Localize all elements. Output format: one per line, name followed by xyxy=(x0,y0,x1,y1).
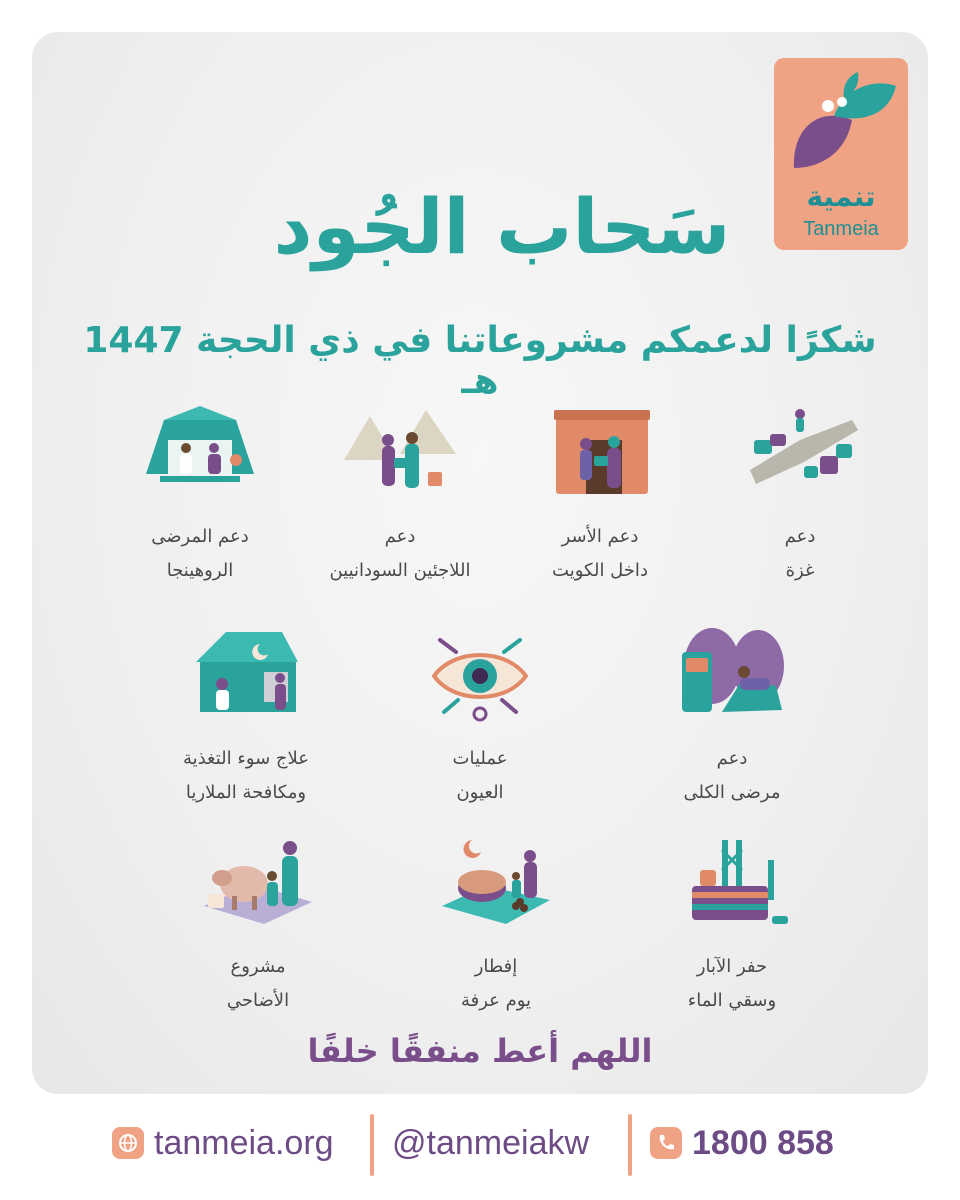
footer-contact-bar xyxy=(0,1108,960,1178)
project-label-line2: العيون xyxy=(456,782,504,803)
project-label-line2: وسقي الماء xyxy=(687,990,777,1011)
phone-link[interactable] xyxy=(650,1108,834,1178)
website-text: tanmeia.org xyxy=(154,1123,334,1162)
dialysis-icon xyxy=(672,622,792,722)
page-title: سَحاب الجُود xyxy=(273,182,731,271)
iftar-meal-icon xyxy=(436,830,556,930)
project-label-line1: علاج سوء التغذية xyxy=(182,748,310,769)
phone-text: 1800 858 xyxy=(692,1123,834,1162)
project-label-line1: حفر الآبار xyxy=(696,956,768,977)
leaf-logo-icon xyxy=(774,58,908,178)
project-label-line1: إفطار xyxy=(474,956,518,977)
poster-card xyxy=(32,32,928,1094)
website-link[interactable] xyxy=(112,1108,334,1178)
project-label-line1: دعم xyxy=(716,748,748,769)
medical-tent-icon xyxy=(140,400,260,500)
page-subtitle: شكرًا لدعمكم مشروعاتنا في ذي الحجة 1447 هـ xyxy=(83,320,877,402)
logo-english-name: Tanmeia xyxy=(803,218,879,240)
project-label-line2: داخل الكويت xyxy=(552,560,648,581)
social-handle-text: @tanmeiakw xyxy=(392,1123,590,1162)
water-well-icon xyxy=(672,830,792,930)
eye-surgery-icon xyxy=(420,622,540,722)
project-label-line2: مرضى الكلى xyxy=(683,782,781,803)
social-handle-link[interactable] xyxy=(392,1108,589,1178)
logo-arabic-name: تنمية xyxy=(806,180,876,213)
project-label-line2: الأضاحي xyxy=(226,990,290,1011)
project-label-line2: يوم عرفة xyxy=(460,990,532,1011)
project-label-line2: الروهينجا xyxy=(166,560,234,581)
sheep-icon xyxy=(198,830,318,930)
closing-prayer: اللهم أعط منفقًا خلفًا xyxy=(307,1032,653,1070)
refugee-tents-icon xyxy=(340,400,460,500)
project-label-line1: مشروع xyxy=(230,956,286,977)
footer-divider xyxy=(628,1114,632,1176)
family-house-icon xyxy=(540,400,660,500)
project-label-line1: دعم الأسر xyxy=(561,526,639,547)
phone-icon xyxy=(650,1127,682,1159)
project-label-line1: دعم xyxy=(384,526,416,547)
clinic-tent-icon xyxy=(186,622,306,722)
project-label-line2: اللاجئين السودانيين xyxy=(329,560,471,581)
project-label-line1: عمليات xyxy=(452,748,508,769)
project-label-line1: دعم xyxy=(784,526,816,547)
project-label-line2: غزة xyxy=(785,560,815,581)
project-label-line1: دعم المرضى xyxy=(151,526,249,547)
gaza-map-icon xyxy=(740,400,860,500)
project-label-line2: ومكافحة الملاريا xyxy=(185,782,307,803)
footer-divider xyxy=(370,1114,374,1176)
globe-icon xyxy=(112,1127,144,1159)
